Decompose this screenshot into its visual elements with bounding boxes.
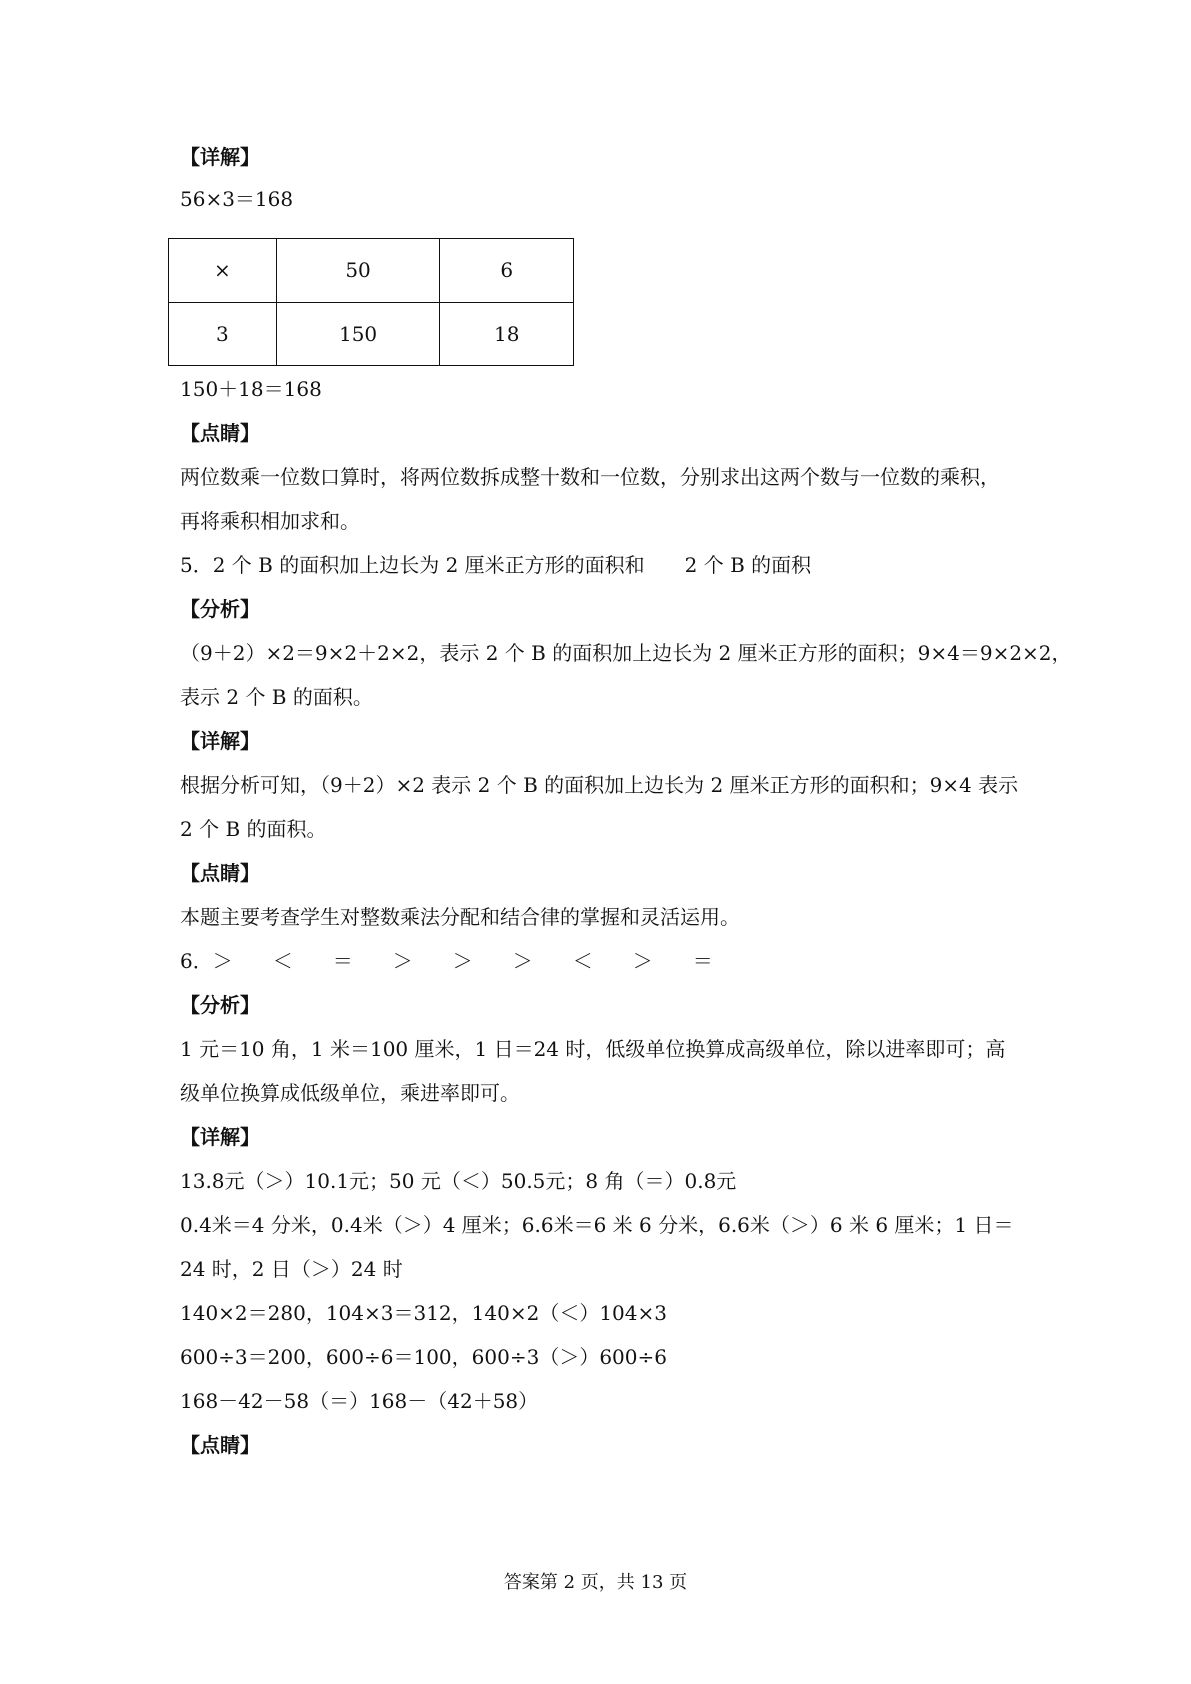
section-heading-analysis: 【分析】 — [180, 993, 260, 1017]
paragraph-line: 根据分析可知，（9＋2）×2 表示 2 个 B 的面积加上边长为 2 厘米正方形的面积和；9×4 表示 — [180, 773, 1019, 797]
multiplication-table — [168, 238, 574, 366]
table-cell: 50 — [276, 239, 440, 303]
table-row — [169, 239, 574, 303]
paragraph-line: 级单位换算成低级单位，乘进率即可。 — [180, 1081, 520, 1105]
section-heading-detail: 【详解】 — [180, 729, 260, 753]
paragraph-line: 本题主要考查学生对整数乘法分配和结合律的掌握和灵活运用。 — [180, 905, 740, 929]
paragraph-line: 13.8元（＞）10.1元；50 元（＜）50.5元；8 角（＝）0.8元 — [180, 1169, 737, 1193]
paragraph-line: 再将乘积相加求和。 — [180, 509, 360, 533]
page-footer: 答案第 2 页，共 13 页 — [503, 1572, 688, 1593]
section-heading-comment: 【点睛】 — [180, 861, 260, 885]
paragraph-line: 600÷3＝200，600÷6＝100，600÷3（＞）600÷6 — [180, 1345, 667, 1369]
paragraph-line: 表示 2 个 B 的面积。 — [180, 685, 373, 709]
paragraph-line: 0.4米＝4 分米，0.4米（＞）4 厘米；6.6米＝6 米 6 分米，6.6米（＞）6 米 6 厘米；1 日＝ — [180, 1213, 1014, 1237]
paragraph-line: 1 元＝10 角，1 米＝100 厘米，1 日＝24 时，低级单位换算成高级单位，除以进率即可；高 — [180, 1037, 1006, 1061]
section-heading-detail: 【详解】 — [180, 145, 260, 169]
equation-line: 56×3＝168 — [180, 187, 294, 211]
table-cell: × — [169, 239, 277, 303]
table-cell: 3 — [169, 302, 277, 366]
paragraph-line: （9＋2）×2＝9×2＋2×2，表示 2 个 B 的面积加上边长为 2 厘米正方形的面积；9×4＝9×2×2， — [180, 641, 1072, 665]
equation-line: 150＋18＝168 — [180, 377, 322, 401]
section-heading-analysis: 【分析】 — [180, 597, 260, 621]
section-heading-comment: 【点睛】 — [180, 1433, 260, 1457]
answer-line: 5．2 个 B 的面积加上边长为 2 厘米正方形的面积和 2 个 B 的面积 — [180, 553, 812, 577]
paragraph-line: 两位数乘一位数口算时，将两位数拆成整十数和一位数，分别求出这两个数与一位数的乘积， — [180, 465, 1000, 489]
paragraph-line: 2 个 B 的面积。 — [180, 817, 327, 841]
table-cell: 6 — [440, 239, 574, 303]
table-cell: 150 — [276, 302, 440, 366]
table-row — [169, 302, 574, 366]
answer-line: 6．＞ ＜ ＝ ＞ ＞ ＞ ＜ ＞ ＝ — [180, 949, 713, 973]
paragraph-line: 168－42－58（＝）168－（42＋58） — [180, 1389, 539, 1413]
table-cell: 18 — [440, 302, 574, 366]
paragraph-line: 140×2＝280，104×3＝312，140×2（＜）104×3 — [180, 1301, 667, 1325]
section-heading-detail: 【详解】 — [180, 1125, 260, 1149]
paragraph-line: 24 时，2 日（＞）24 时 — [180, 1257, 403, 1281]
section-heading-comment: 【点睛】 — [180, 421, 260, 445]
